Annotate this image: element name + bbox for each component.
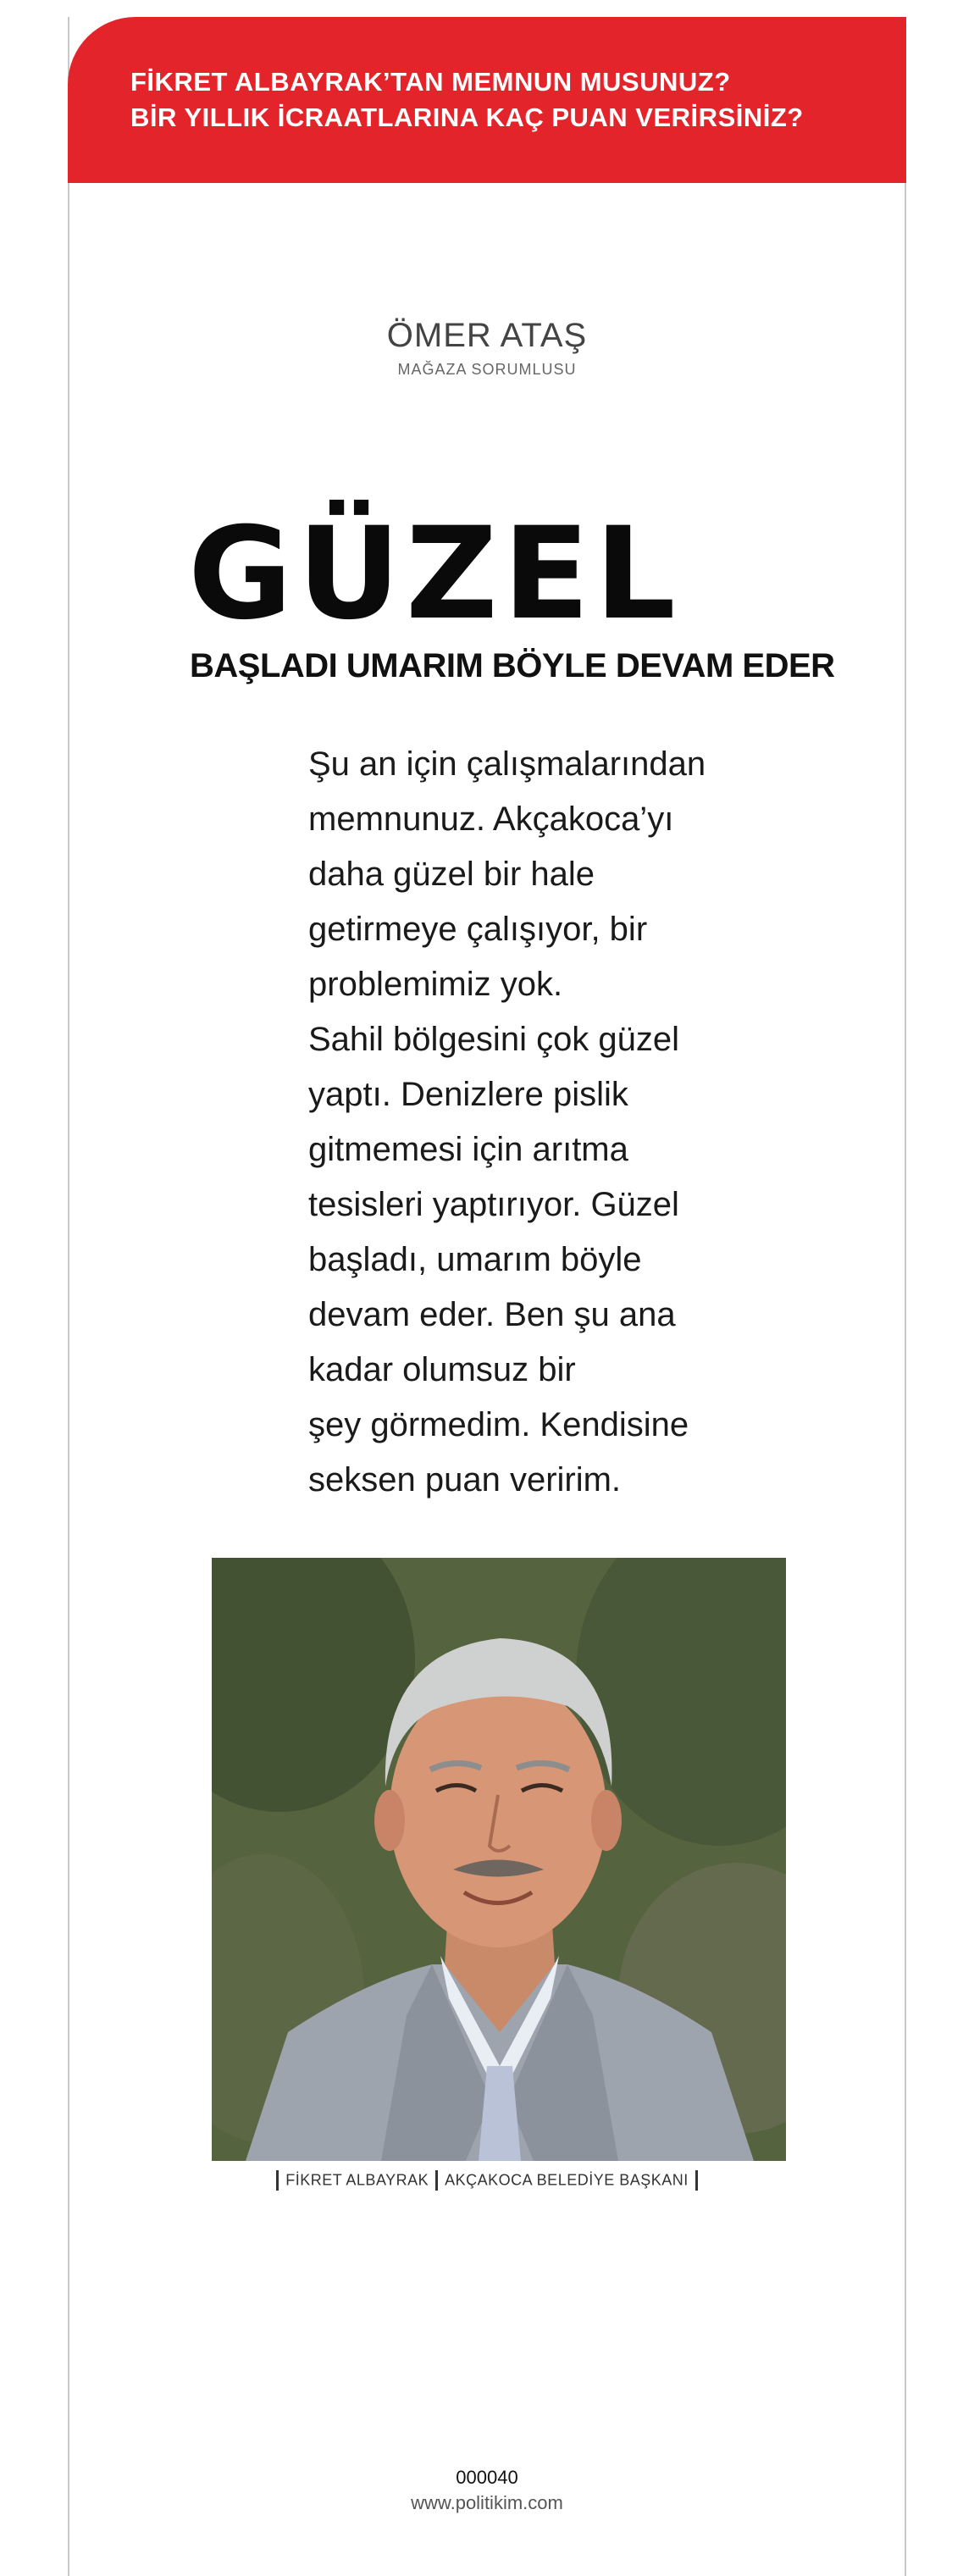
interviewee-role: MAĞAZA SORUMLUSU [397, 361, 577, 378]
mayor-portrait-photo [212, 1558, 786, 2161]
caption-title: AKÇAKOCA BELEDİYE BAŞKANI [445, 2171, 689, 2189]
quote-line: tesisleri yaptırıyor. Güzel [308, 1186, 679, 1223]
site-url: www.politikim.com [411, 2492, 563, 2513]
header-question-line-1: FİKRET ALBAYRAK’TAN MEMNUN MUSUNUZ? [130, 67, 731, 97]
quote-body [308, 737, 749, 1508]
quote-line: seksen puan veririm. [308, 1461, 622, 1499]
interviewee-name: ÖMER ATAŞ [386, 317, 588, 354]
quote-line: şey görmedim. Kendisine [308, 1406, 689, 1443]
quote-line: kadar olumsuz bir [308, 1351, 576, 1388]
header-banner [68, 17, 906, 183]
quote-line: yaptı. Denizlere pislik [308, 1076, 628, 1113]
page-number: 000040 [456, 2467, 518, 2488]
quote-line: gitmemesi için arıtma [308, 1131, 628, 1168]
quote-line: başladı, umarım böyle [308, 1241, 642, 1278]
caption-name: FİKRET ALBAYRAK [285, 2171, 429, 2189]
quote-line: memnunuz. Akçakoca’yı [308, 800, 674, 838]
quote-line: Şu an için çalışmalarından [308, 745, 706, 783]
quote-line: problemimiz yok. [308, 966, 563, 1003]
header-question-line-2: BİR YILLIK İCRAATLARINA KAÇ PUAN VERİRSİNİZ? [130, 102, 804, 132]
caption-divider [276, 2170, 279, 2191]
quote-line: devam eder. Ben şu ana [308, 1296, 676, 1333]
footer [0, 2465, 974, 2516]
headline: GÜZEL [188, 501, 681, 648]
photo-caption [0, 2170, 974, 2191]
quote-line: Sahil bölgesini çok güzel [308, 1021, 680, 1058]
subheadline: BAŞLADI UMARIM BÖYLE DEVAM EDER [190, 647, 835, 684]
quote-line: getirmeye çalışıyor, bir [308, 911, 648, 948]
caption-divider [435, 2170, 438, 2191]
caption-divider [695, 2170, 698, 2191]
portrait-illustration [212, 1558, 786, 2161]
quote-line: daha güzel bir hale [308, 856, 595, 893]
interviewee-block [0, 315, 974, 379]
